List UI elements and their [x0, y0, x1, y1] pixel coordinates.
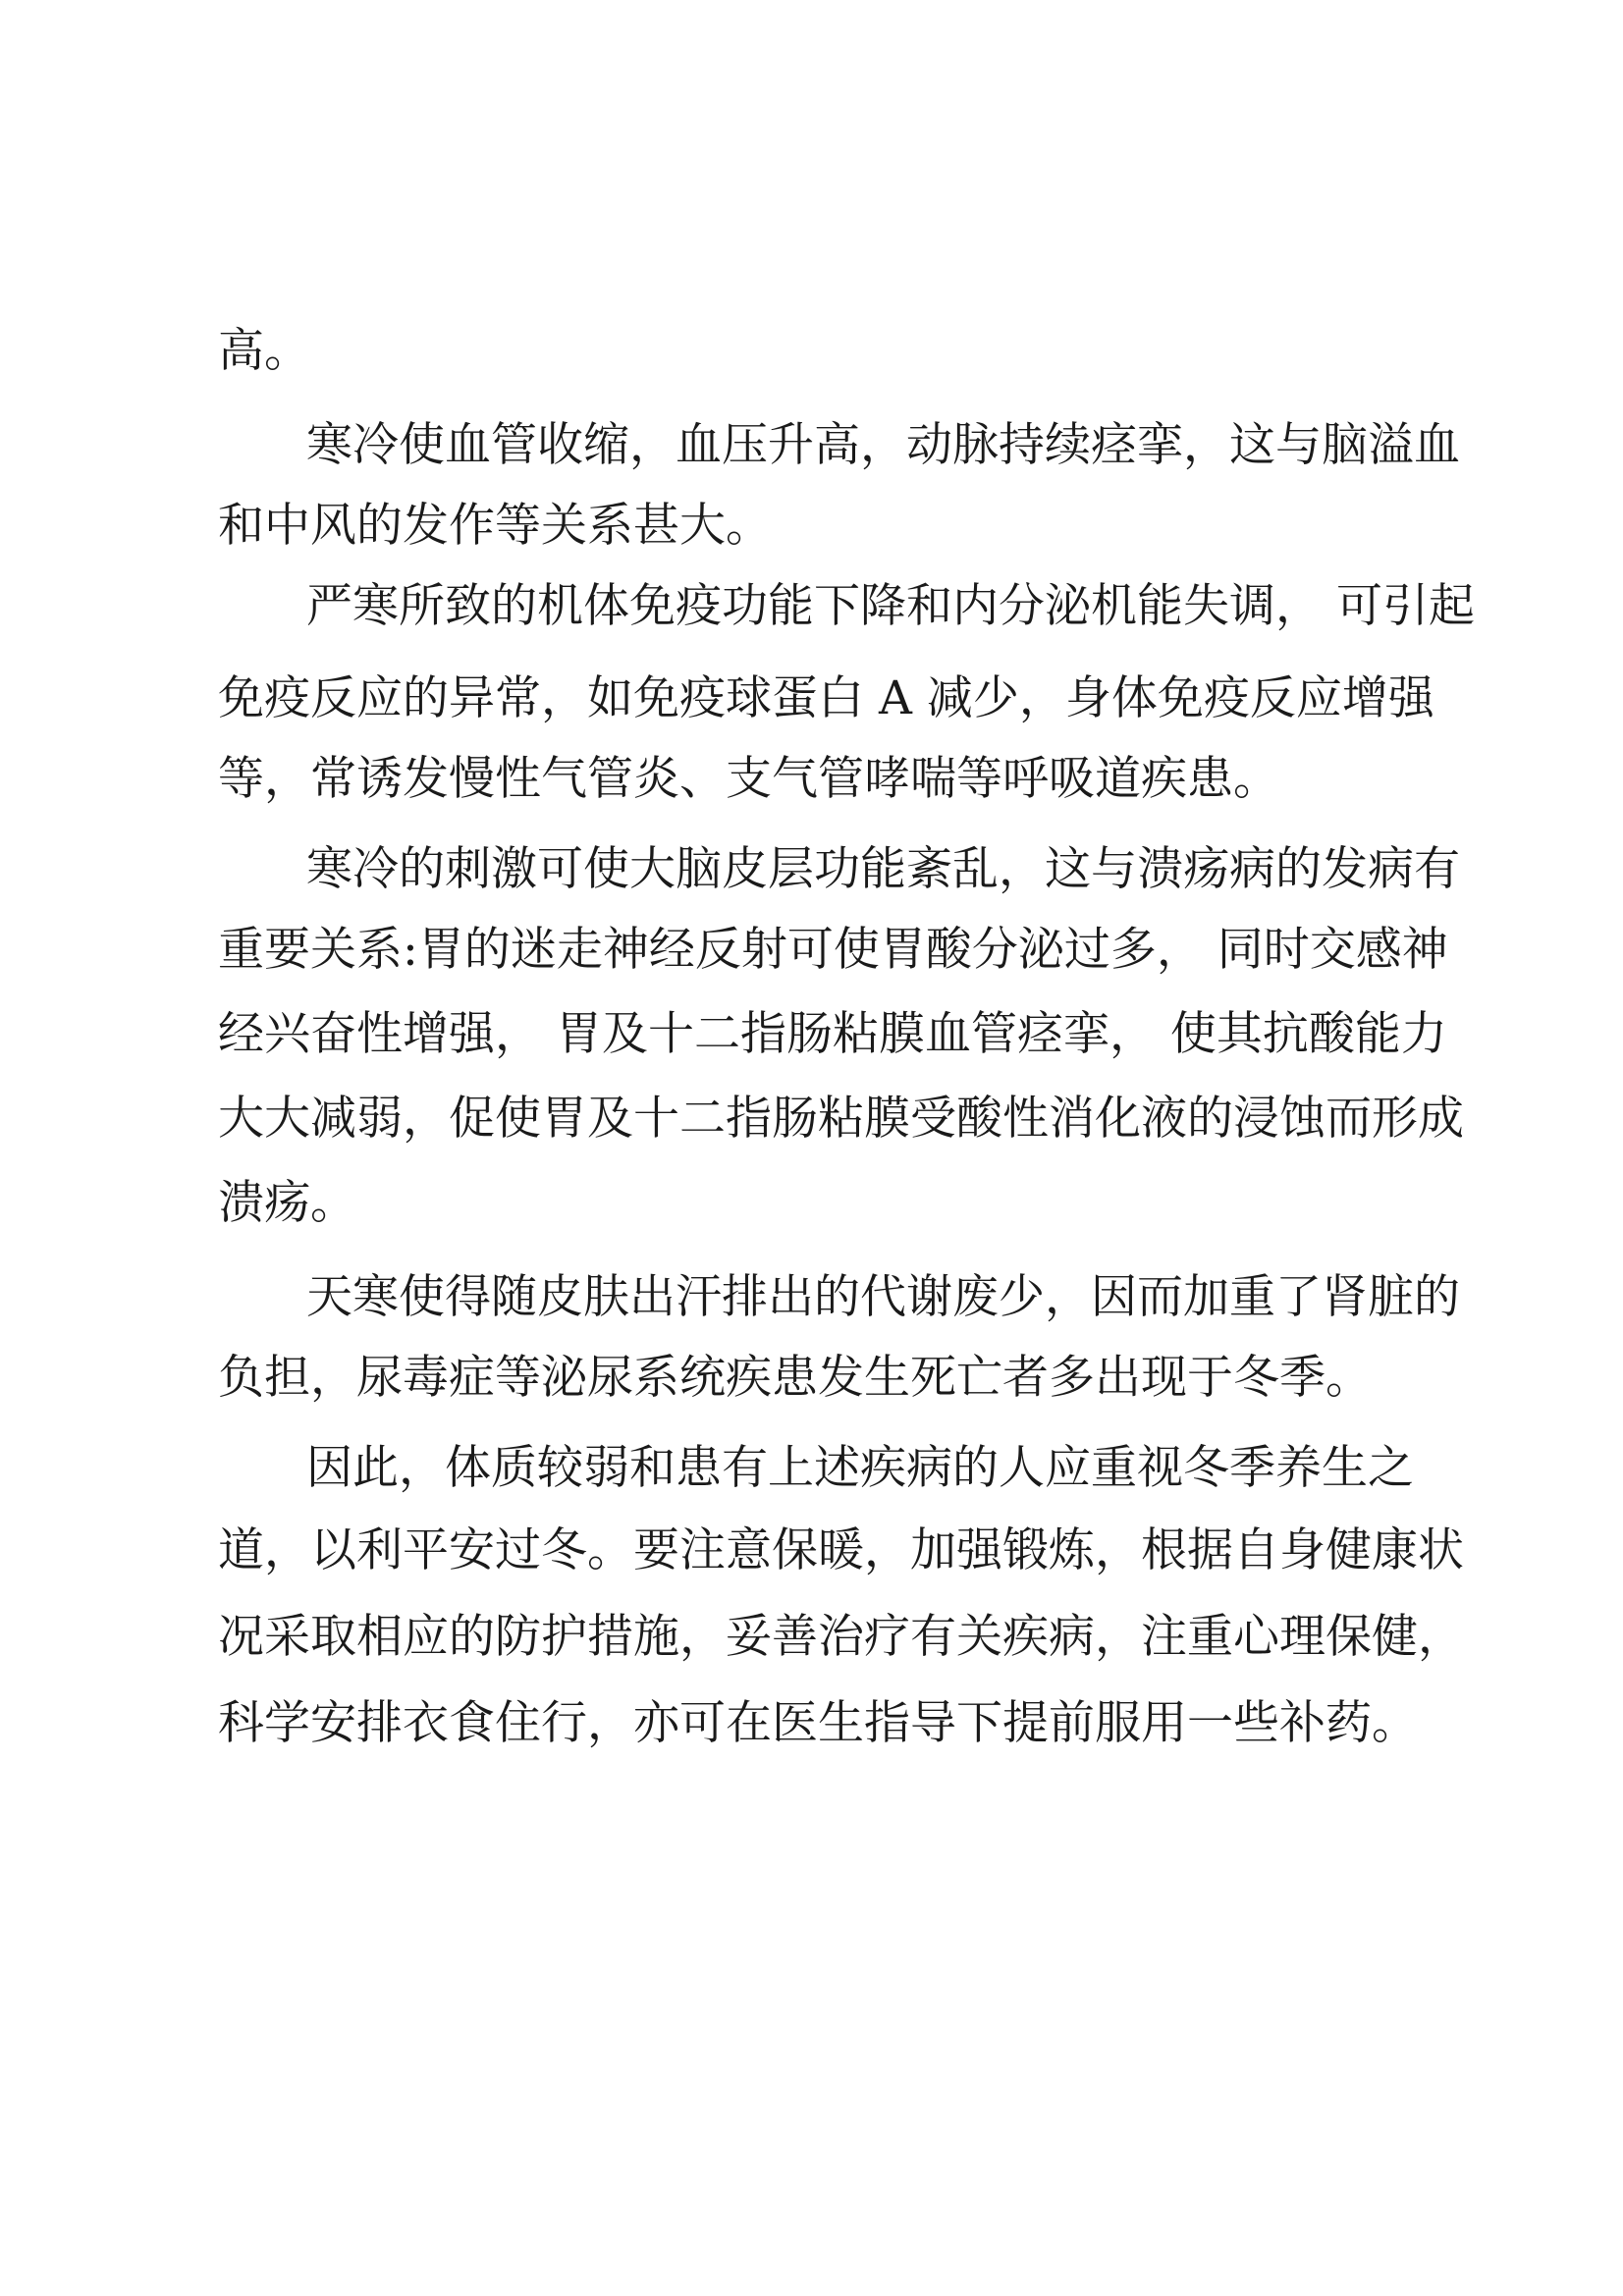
text-line: 寒冷的刺激可使大脑皮层功能紊乱，这与溃疡病的发病有 — [306, 842, 1460, 896]
text-line: 重要关系:胃的迷走神经反射可使胃酸分泌过多， 同时交感神 — [218, 923, 1448, 977]
text-line: 溃疡。 — [218, 1176, 356, 1230]
text-line: 经兴奋性增强， 胃及十二指肠粘膜血管痉挛， 使其抗酸能力 — [218, 1007, 1447, 1061]
text-line: 天寒使得随皮肤出汗排出的代谢废少，因而加重了肾脏的 — [306, 1270, 1460, 1324]
text-line: 和中风的发作等关系甚大。 — [218, 499, 772, 553]
text-line: 免疫反应的异常，如免疫球蛋白 A 减少，身体免疫反应增强 — [218, 671, 1434, 725]
text-line: 严寒所致的机体免疫功能下降和内分泌机能失调， 可引起 — [306, 579, 1475, 633]
text-line: 因此，体质较弱和患有上述疾病的人应重视冬季养生之 — [306, 1441, 1414, 1495]
text-line: 负担，尿毒症等泌尿系统疾患发生死亡者多出现于冬季。 — [218, 1351, 1372, 1405]
text-line: 等，常诱发慢性气管炎、支气管哮喘等呼吸道疾患。 — [218, 752, 1279, 806]
text-line: 况采取相应的防护措施，妥善治疗有关疾病，注重心理保健， — [218, 1610, 1464, 1664]
text-line: 寒冷使血管收缩，血压升高，动脉持续痉挛，这与脑溢血 — [306, 418, 1460, 472]
text-line: 高。 — [218, 324, 310, 378]
text-line: 科学安排衣食住行，亦可在医生指导下提前服用一些补药。 — [218, 1696, 1418, 1750]
text-line: 道，以利平安过冬。要注意保暖，加强锻炼，根据自身健康状 — [218, 1523, 1464, 1577]
text-line: 大大减弱，促使胃及十二指肠粘膜受酸性消化液的浸蚀而形成 — [218, 1092, 1464, 1146]
